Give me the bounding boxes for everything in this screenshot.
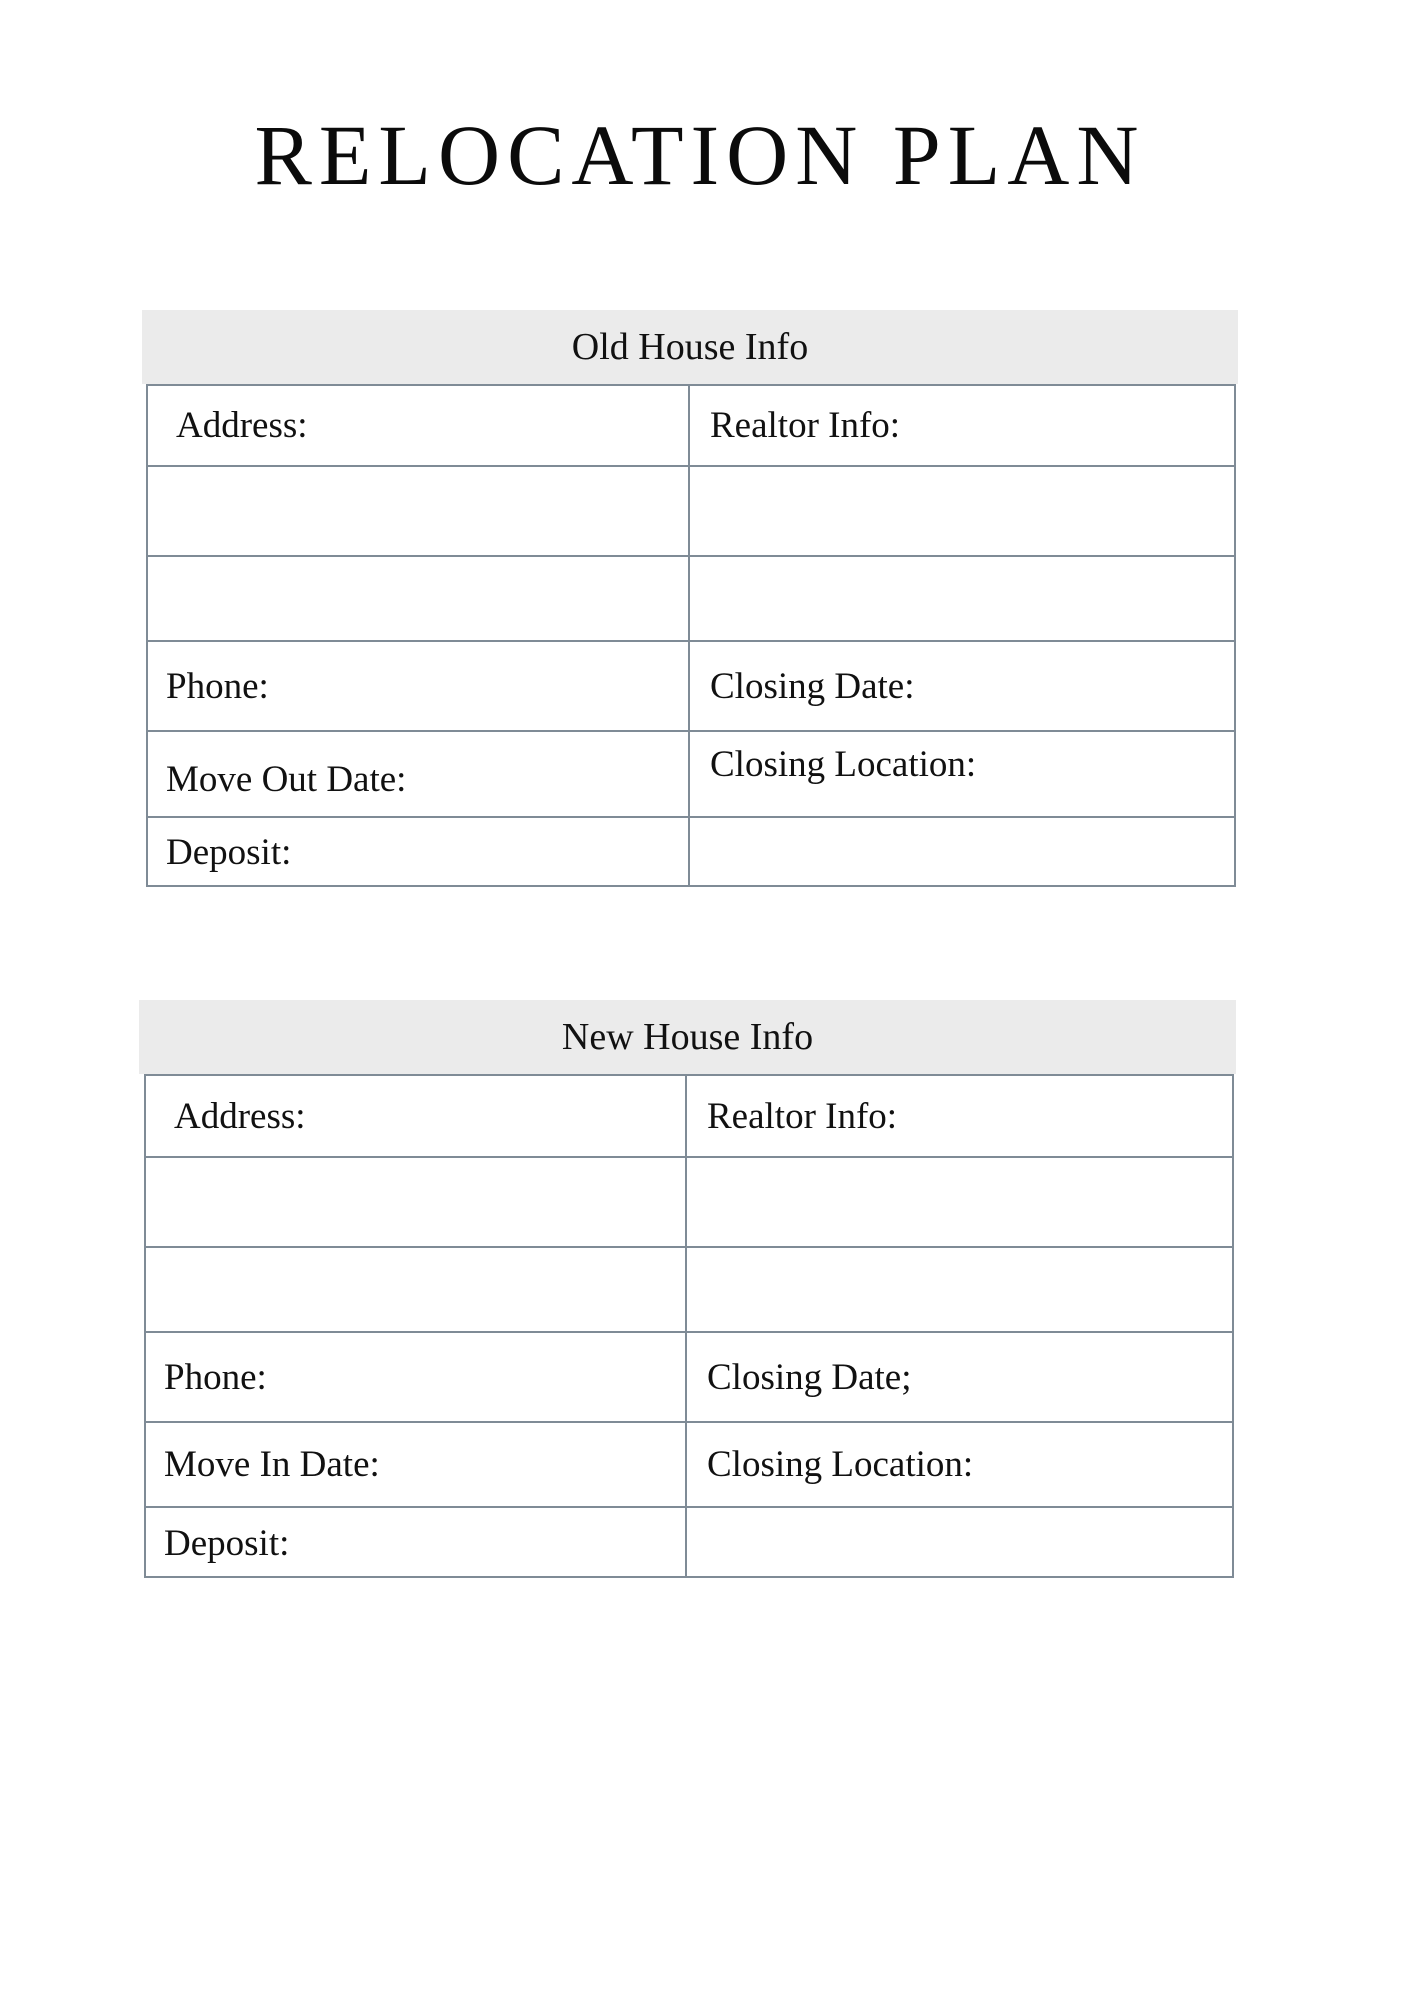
table-row-phone [148, 640, 1234, 730]
closing-date-label[interactable]: Closing Date; [685, 1333, 1232, 1421]
table-row-address [148, 386, 1234, 465]
realtor-line-1-field[interactable] [685, 1158, 1232, 1246]
deposit-value-field[interactable] [685, 1508, 1232, 1578]
realtor-line-2-field[interactable] [685, 1248, 1232, 1331]
old-house-header: Old House Info [142, 310, 1238, 384]
phone-label[interactable]: Phone: [164, 1356, 267, 1398]
phone-label[interactable]: Phone: [166, 665, 269, 707]
new-house-table [144, 1074, 1234, 1578]
page-title: RELOCATION PLAN [254, 107, 1146, 203]
address-line-2-field[interactable] [148, 557, 690, 640]
table-row-blank-1 [148, 465, 1234, 555]
address-label[interactable]: Address: [174, 1095, 306, 1137]
address-line-2-field[interactable] [146, 1248, 687, 1331]
address-line-1-field[interactable] [146, 1158, 687, 1246]
deposit-value-field[interactable] [688, 818, 1234, 887]
closing-location-label[interactable]: Closing Location: [685, 1423, 1232, 1506]
closing-date-label[interactable]: Closing Date: [688, 642, 1234, 730]
table-row-deposit [146, 1506, 1232, 1578]
closing-location-label[interactable]: Closing Location: [688, 732, 1234, 816]
realtor-info-label[interactable]: Realtor Info: [688, 386, 1234, 465]
deposit-label[interactable]: Deposit: [164, 1522, 290, 1564]
table-row-address [146, 1076, 1232, 1156]
realtor-line-1-field[interactable] [688, 467, 1234, 555]
table-row-move-in [146, 1421, 1232, 1506]
table-row-blank-1 [146, 1156, 1232, 1246]
address-line-1-field[interactable] [148, 467, 690, 555]
table-row-phone [146, 1331, 1232, 1421]
move-in-date-label[interactable]: Move In Date: [164, 1444, 380, 1485]
old-house-table [146, 384, 1236, 887]
realtor-line-2-field[interactable] [688, 557, 1234, 640]
address-label[interactable]: Address: [176, 405, 308, 446]
table-row-blank-2 [146, 1246, 1232, 1331]
deposit-label[interactable]: Deposit: [166, 832, 292, 873]
table-row-deposit [148, 816, 1234, 887]
move-out-date-label[interactable]: Move Out Date: [166, 758, 407, 800]
table-row-blank-2 [148, 555, 1234, 640]
new-house-header: New House Info [139, 1000, 1236, 1074]
table-row-move-out [148, 730, 1234, 816]
realtor-info-label[interactable]: Realtor Info: [685, 1076, 1232, 1156]
